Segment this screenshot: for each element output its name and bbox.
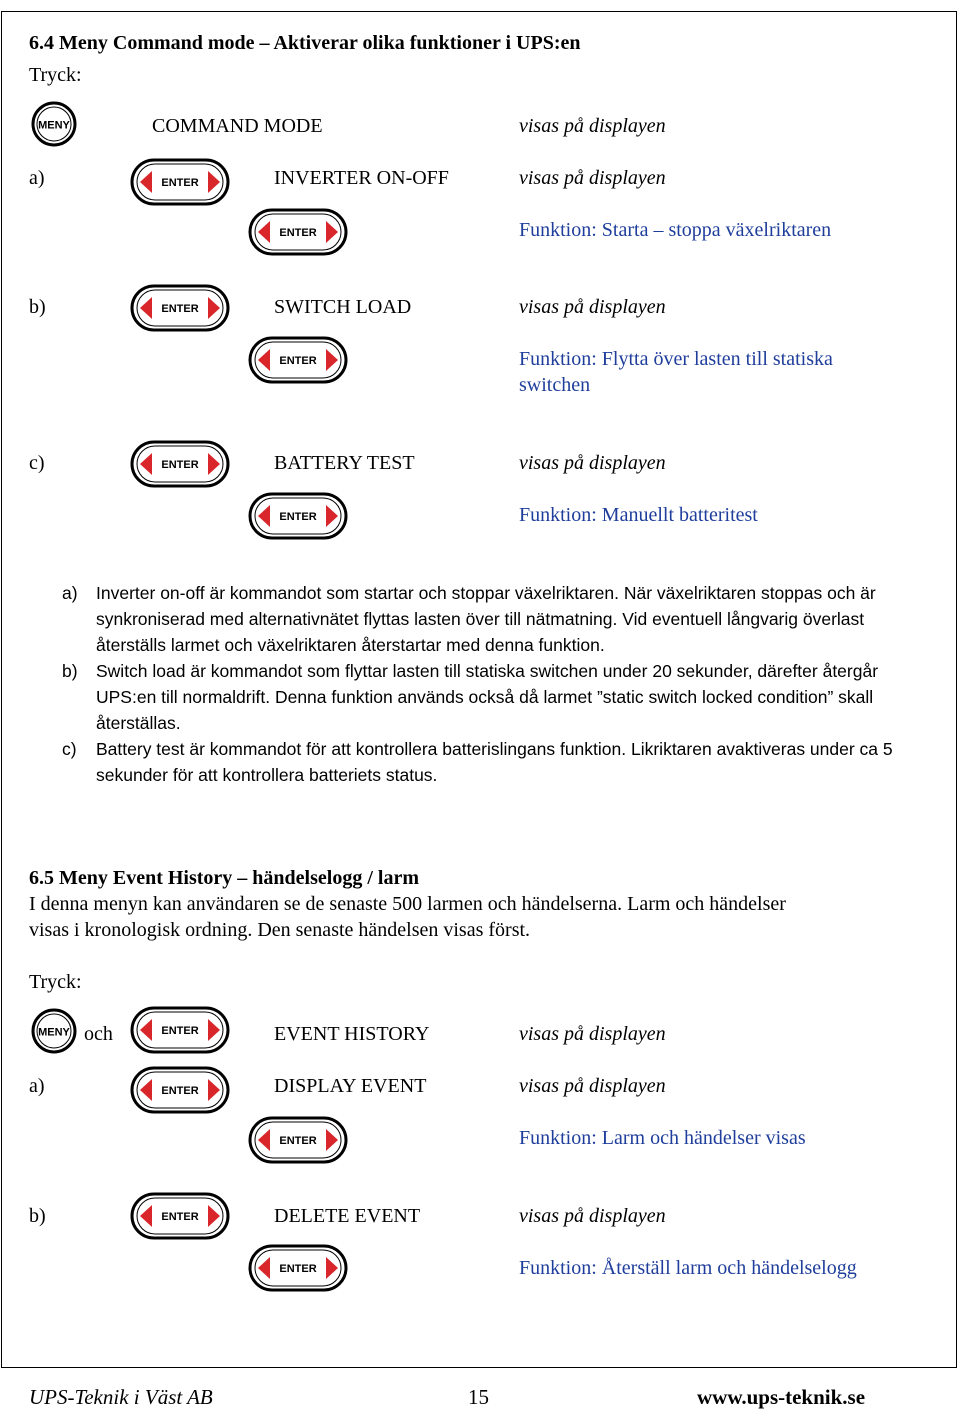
press-label-2: Tryck: — [29, 971, 82, 993]
svg-text:MENY: MENY — [38, 119, 70, 132]
visas-text: visas på displayen — [519, 296, 666, 318]
svg-text:ENTER: ENTER — [161, 177, 199, 189]
svg-text:ENTER: ENTER — [161, 459, 199, 471]
enter-button-icon — [248, 208, 348, 256]
command-mode-text: COMMAND MODE — [152, 115, 323, 137]
description-label: a) — [62, 583, 78, 603]
description-text: Inverter on-off är kommandot som startar och stoppar växelriktaren. När växelriktaren stoppas och är synkroniserad med alternativnätet flyttas lasten över till nätmatning. Vid eventuell långvarig överlast återställs larmet och växelriktaren återstartar med denna funktion. — [96, 583, 876, 655]
function-descriptions — [62, 580, 902, 788]
enter-button-icon — [130, 284, 230, 332]
description-label: b) — [62, 661, 78, 681]
footer-page-number: 15 — [468, 1385, 489, 1409]
function-b-text-line1: Funktion: Flytta över lasten till statiska — [519, 348, 833, 370]
switch-load-text: SWITCH LOAD — [274, 296, 412, 318]
svg-text:ENTER: ENTER — [161, 1211, 199, 1223]
svg-text:ENTER: ENTER — [279, 511, 317, 523]
description-label: c) — [62, 739, 77, 759]
visas-text: visas på displayen — [519, 1205, 666, 1227]
svg-text:ENTER: ENTER — [161, 1085, 199, 1097]
och-text: och — [84, 1023, 113, 1045]
row-label-a: a) — [29, 1075, 45, 1097]
row-label-b: b) — [29, 1205, 46, 1227]
function-a-text: Funktion: Starta – stoppa växelriktaren — [519, 219, 832, 241]
inverter-on-off-text: INVERTER ON-OFF — [274, 167, 449, 189]
description-text: Battery test är kommandot för att kontrollera batterislingans funktion. Likriktaren avaktiveras under ca 5 sekunder för att kontrollera batteriets status. — [96, 739, 893, 785]
enter-button-icon — [130, 1066, 230, 1114]
description-text: Switch load är kommandot som flyttar lasten till statiska switchen under 20 sekunder, därefter återgår UPS:en till normaldrift. Denna funktion används också då larmet ”static switch locked condition” skall återställas. — [96, 661, 879, 733]
enter-button-icon — [130, 158, 230, 206]
display-event-text: DISPLAY EVENT — [274, 1075, 427, 1097]
section-heading-6-4: 6.4 Meny Command mode – Aktiverar olika funktioner i UPS:en — [29, 32, 581, 54]
visas-text: visas på displayen — [519, 167, 666, 189]
intro-line-1: I denna menyn kan användaren se de senaste 500 larmen och händelserna. Larm och händelser — [29, 893, 786, 915]
svg-text:ENTER: ENTER — [161, 1025, 199, 1037]
svg-text:ENTER: ENTER — [279, 1135, 317, 1147]
svg-text:ENTER: ENTER — [279, 1263, 317, 1275]
enter-button-icon — [248, 1116, 348, 1164]
svg-text:ENTER: ENTER — [279, 227, 317, 239]
visas-text: visas på displayen — [519, 115, 666, 137]
event-history-text: EVENT HISTORY — [274, 1023, 430, 1045]
battery-test-text: BATTERY TEST — [274, 452, 415, 474]
description-b — [62, 658, 902, 736]
visas-text: visas på displayen — [519, 1075, 666, 1097]
function-b-text-line2: switchen — [519, 374, 591, 396]
row-label-a: a) — [29, 167, 45, 189]
meny-button-icon — [30, 1008, 78, 1054]
enter-button-icon — [248, 492, 348, 540]
function-c-text: Funktion: Manuellt batteritest — [519, 504, 758, 526]
enter-button-icon — [130, 1006, 230, 1054]
intro-line-2: visas i kronologisk ordning. Den senaste händelsen visas först. — [29, 919, 531, 941]
visas-text: visas på displayen — [519, 1023, 666, 1045]
enter-button-icon — [130, 440, 230, 488]
row-label-c: c) — [29, 452, 45, 474]
delete-event-text: DELETE EVENT — [274, 1205, 421, 1227]
press-label: Tryck: — [29, 64, 82, 86]
function-delete-event-text: Funktion: Återställ larm och händelselogg — [519, 1257, 857, 1279]
footer-company: UPS-Teknik i Väst AB — [29, 1385, 213, 1409]
svg-text:ENTER: ENTER — [161, 303, 199, 315]
enter-button-icon — [130, 1192, 230, 1240]
footer-url[interactable]: www.ups-teknik.se — [697, 1385, 866, 1409]
description-c — [62, 736, 902, 788]
enter-button-icon — [248, 1244, 348, 1292]
meny-button-icon — [30, 101, 78, 147]
description-a — [62, 580, 902, 658]
section-heading-6-5: 6.5 Meny Event History – händelselogg / larm — [29, 867, 419, 889]
enter-button-icon — [248, 336, 348, 384]
visas-text: visas på displayen — [519, 452, 666, 474]
svg-text:ENTER: ENTER — [279, 355, 317, 367]
row-label-b: b) — [29, 296, 46, 318]
function-display-event-text: Funktion: Larm och händelser visas — [519, 1127, 806, 1149]
svg-text:MENY: MENY — [38, 1026, 70, 1039]
